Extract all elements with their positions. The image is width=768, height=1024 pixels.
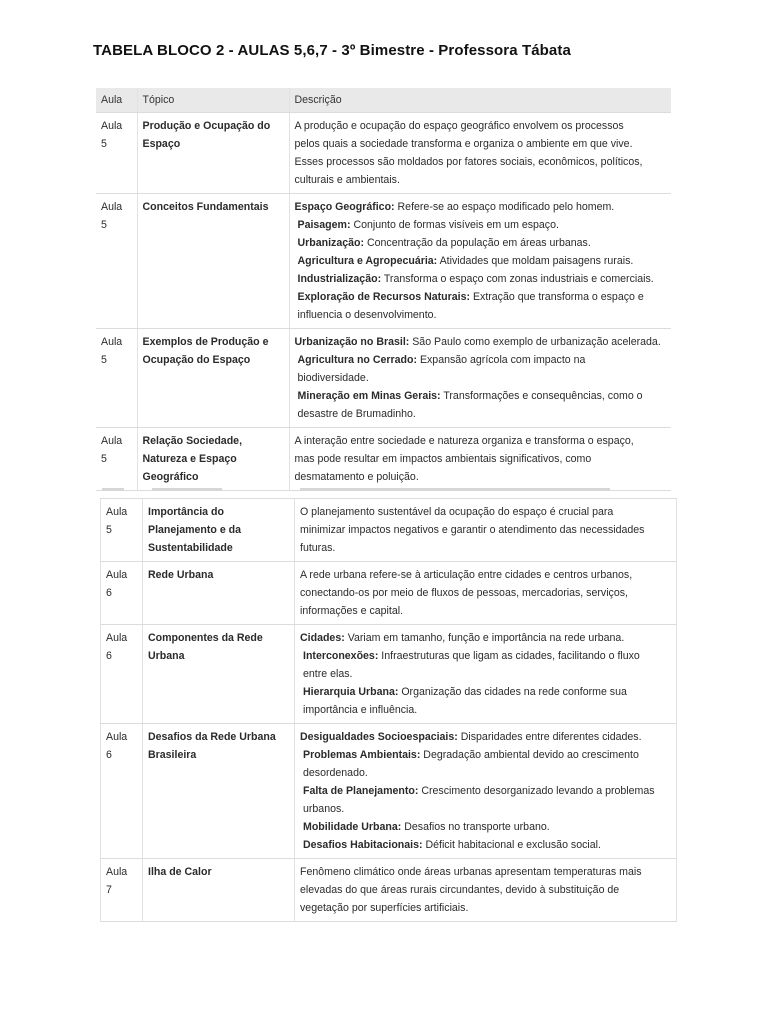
descricao-line [300,728,672,746]
table-body-part-2 [101,499,677,922]
descricao-line [295,117,668,135]
descricao-text: vegetação por superfícies artificiais. [300,902,469,914]
cell-descricao [289,428,671,491]
descricao-line [295,333,668,351]
header-descricao: Descrição [289,88,671,113]
descricao-line [295,450,668,468]
descricao-label: Problemas Ambientais: [303,749,421,761]
descricao-label: Paisagem: [297,219,351,231]
header-topico: Tópico [137,88,289,113]
aula-text: 5 [101,453,107,465]
descricao-text: culturais e ambientais. [294,174,400,186]
cell-descricao [295,859,677,922]
descricao-line [295,252,668,270]
descricao-label: Desigualdades Socioespaciais: [300,731,458,743]
cell-aula [96,329,137,428]
aula-text: 5 [106,524,112,536]
aula-text: Aula [101,336,123,348]
descricao-text: A interação entre sociedade e natureza organiza e transforma o espaço, [294,435,634,447]
descricao-line [300,701,672,719]
descricao-label: Espaço Geográfico: [294,201,395,213]
topico-text: Sustentabilidade [148,542,233,554]
cell-descricao [295,499,677,562]
descricao-text: conectando-os por meio de fluxos de pessoas, mercadorias, serviços, [300,587,628,599]
cell-descricao [295,625,677,724]
descricao-text: Disparidades entre diferentes cidades. [457,731,642,743]
descricao-text: Atividades que moldam paisagens rurais. [437,255,634,267]
table-row [101,859,677,922]
descricao-line [300,863,672,881]
descricao-label: Desafios Habitacionais: [303,839,423,851]
topico-text: Conceitos Fundamentais [142,201,269,213]
descricao-line [295,387,668,405]
descricao-text: informações e capital. [300,605,404,617]
cell-descricao [289,329,671,428]
topico-text: Rede Urbana [148,569,214,581]
topico-text: Ilha de Calor [148,866,212,878]
aula-text: 6 [106,749,112,761]
descricao-line [295,198,668,216]
descricao-label: Mobilidade Urbana: [303,821,402,833]
descricao-label: Exploração de Recursos Naturais: [297,291,471,303]
topico-text: Natureza e Espaço [142,453,237,465]
descricao-line [300,566,672,584]
cell-descricao [289,113,671,194]
descricao-text: Expansão agrícola com impacto na [417,354,586,366]
cell-aula [96,428,137,491]
header-aula: Aula [96,88,137,113]
descricao-line [300,764,672,782]
descricao-text: desastre de Brumadinho. [297,408,416,420]
descricao-line [300,584,672,602]
lesson-table-part-2 [100,498,677,922]
descricao-label: Interconexões: [303,650,379,662]
descricao-text: Esses processos são moldados por fatores sociais, econômicos, políticos, [294,156,643,168]
aula-text: 5 [101,219,107,231]
table-body-part-1 [96,113,671,491]
cell-aula [96,113,137,194]
descricao-line [300,800,672,818]
descricao-label: Industrialização: [297,273,382,285]
aula-text: Aula [106,731,128,743]
descricao-text: minimizar impactos negativos e garantir o atendimento das necessidades [300,524,645,536]
descricao-line [295,171,668,189]
table-row [96,428,671,491]
cell-aula [101,499,143,562]
descricao-text: A rede urbana refere-se à articulação entre cidades e centros urbanos, [300,569,633,581]
topico-text: Exemplos de Produção e [142,336,269,348]
aula-text: 6 [106,650,112,662]
descricao-text: Déficit habitacional e exclusão social. [422,839,601,851]
topico-text: Planejamento e da [148,524,242,536]
descricao-line [300,836,672,854]
descricao-line [295,351,668,369]
descricao-label: Urbanização: [297,237,365,249]
aula-text: 5 [101,138,107,150]
descricao-text: Crescimento desorganizado levando a problemas [418,785,655,797]
cell-topico [143,499,295,562]
cell-aula [96,194,137,329]
table-row [101,625,677,724]
table-row [96,329,671,428]
cell-topico [143,724,295,859]
descricao-text: Fenômeno climático onde áreas urbanas apresentam temperaturas mais [300,866,642,878]
topico-text: Geográfico [142,471,199,483]
descricao-line [300,602,672,620]
table-header-row [96,88,671,113]
cell-aula [101,625,143,724]
document-title: TABELA BLOCO 2 - AULAS 5,6,7 - 3º Bimestre - Professora Tábata [93,42,571,59]
aula-text: Aula [106,569,128,581]
aula-text: Aula [101,201,123,213]
descricao-text: O planejamento sustentável da ocupação do espaço é crucial para [300,506,614,518]
descricao-line [300,818,672,836]
cell-descricao [295,562,677,625]
table-row [96,194,671,329]
topico-text: Desafios da Rede Urbana [148,731,276,743]
page-cut-artifact [96,484,671,496]
cell-topico [143,562,295,625]
descricao-text: Degradação ambiental devido ao crescimento [420,749,639,761]
descricao-line [300,503,672,521]
descricao-line [300,683,672,701]
descricao-text: desordenado. [303,767,368,779]
descricao-line [295,234,668,252]
descricao-line [295,270,668,288]
descricao-label: Mineração em Minas Gerais: [297,390,441,402]
descricao-text: mas pode resultar em impactos ambientais significativos, como [294,453,592,465]
descricao-line [300,539,672,557]
descricao-line [295,432,668,450]
aula-text: 7 [106,884,112,896]
descricao-line [295,288,668,306]
topico-text: Urbana [148,650,185,662]
table-row [101,724,677,859]
cell-descricao [289,194,671,329]
table-row [101,499,677,562]
descricao-text: Transforma o espaço com zonas industriais e comerciais. [381,273,654,285]
descricao-text: Variam em tamanho, função e importância na rede urbana. [344,632,625,644]
cell-aula [101,724,143,859]
descricao-text: biodiversidade. [297,372,369,384]
cell-aula [101,859,143,922]
descricao-line [300,746,672,764]
descricao-text: Conjunto de formas visíveis em um espaço. [350,219,559,231]
descricao-label: Agricultura no Cerrado: [297,354,417,366]
descricao-text: A produção e ocupação do espaço geográfico envolvem os processos [294,120,624,132]
descricao-text: elevadas do que áreas rurais circundantes, devido à substituição de [300,884,620,896]
table-row [96,113,671,194]
descricao-text: importância e influência. [303,704,418,716]
cell-topico [137,113,289,194]
descricao-line [300,899,672,917]
descricao-text: Refere-se ao espaço modificado pelo homem. [394,201,615,213]
descricao-line [300,881,672,899]
descricao-label: Agricultura e Agropecuária: [297,255,438,267]
topico-text: Ocupação do Espaço [142,354,251,366]
cell-topico [137,428,289,491]
descricao-text: desmatamento e poluição. [294,471,419,483]
descricao-line [300,629,672,647]
table-row [101,562,677,625]
aula-text: Aula [106,866,128,878]
descricao-line [300,521,672,539]
cell-topico [137,329,289,428]
cell-topico [143,859,295,922]
topico-text: Brasileira [148,749,197,761]
aula-text: 6 [106,587,112,599]
cell-topico [143,625,295,724]
cell-descricao [295,724,677,859]
topico-text: Produção e Ocupação do [142,120,271,132]
descricao-text: Concentração da população em áreas urbanas. [364,237,591,249]
descricao-label: Urbanização no Brasil: [294,336,410,348]
descricao-line [300,665,672,683]
aula-text: Aula [101,435,123,447]
descricao-line [295,369,668,387]
topico-text: Relação Sociedade, [142,435,243,447]
descricao-text: futuras. [300,542,336,554]
aula-text: Aula [106,506,128,518]
lesson-table-part-1 [96,88,671,491]
aula-text: 5 [101,354,107,366]
descricao-line [295,306,668,324]
descricao-text: Infraestruturas que ligam as cidades, facilitando o fluxo [378,650,640,662]
descricao-text: Organização das cidades na rede conforme sua [398,686,627,698]
descricao-text: pelos quais a sociedade transforma e organiza o ambiente em que vive. [294,138,633,150]
aula-text: Aula [101,120,123,132]
descricao-text: influencia o desenvolvimento. [297,309,437,321]
descricao-label: Cidades: [300,632,345,644]
topico-text: Componentes da Rede [148,632,263,644]
descricao-line [295,216,668,234]
descricao-label: Falta de Planejamento: [303,785,419,797]
descricao-text: Transformações e consequências, como o [440,390,643,402]
descricao-text: entre elas. [303,668,353,680]
cell-topico [137,194,289,329]
descricao-line [295,135,668,153]
topico-text: Espaço [142,138,181,150]
descricao-line [295,153,668,171]
cell-aula [101,562,143,625]
aula-text: Aula [106,632,128,644]
descricao-line [300,782,672,800]
descricao-text: Extração que transforma o espaço e [470,291,644,303]
descricao-text: Desafios no transporte urbano. [401,821,550,833]
topico-text: Importância do [148,506,224,518]
descricao-text: urbanos. [303,803,345,815]
descricao-line [300,647,672,665]
descricao-text: São Paulo como exemplo de urbanização acelerada. [409,336,661,348]
descricao-line [295,405,668,423]
descricao-label: Hierarquia Urbana: [303,686,399,698]
